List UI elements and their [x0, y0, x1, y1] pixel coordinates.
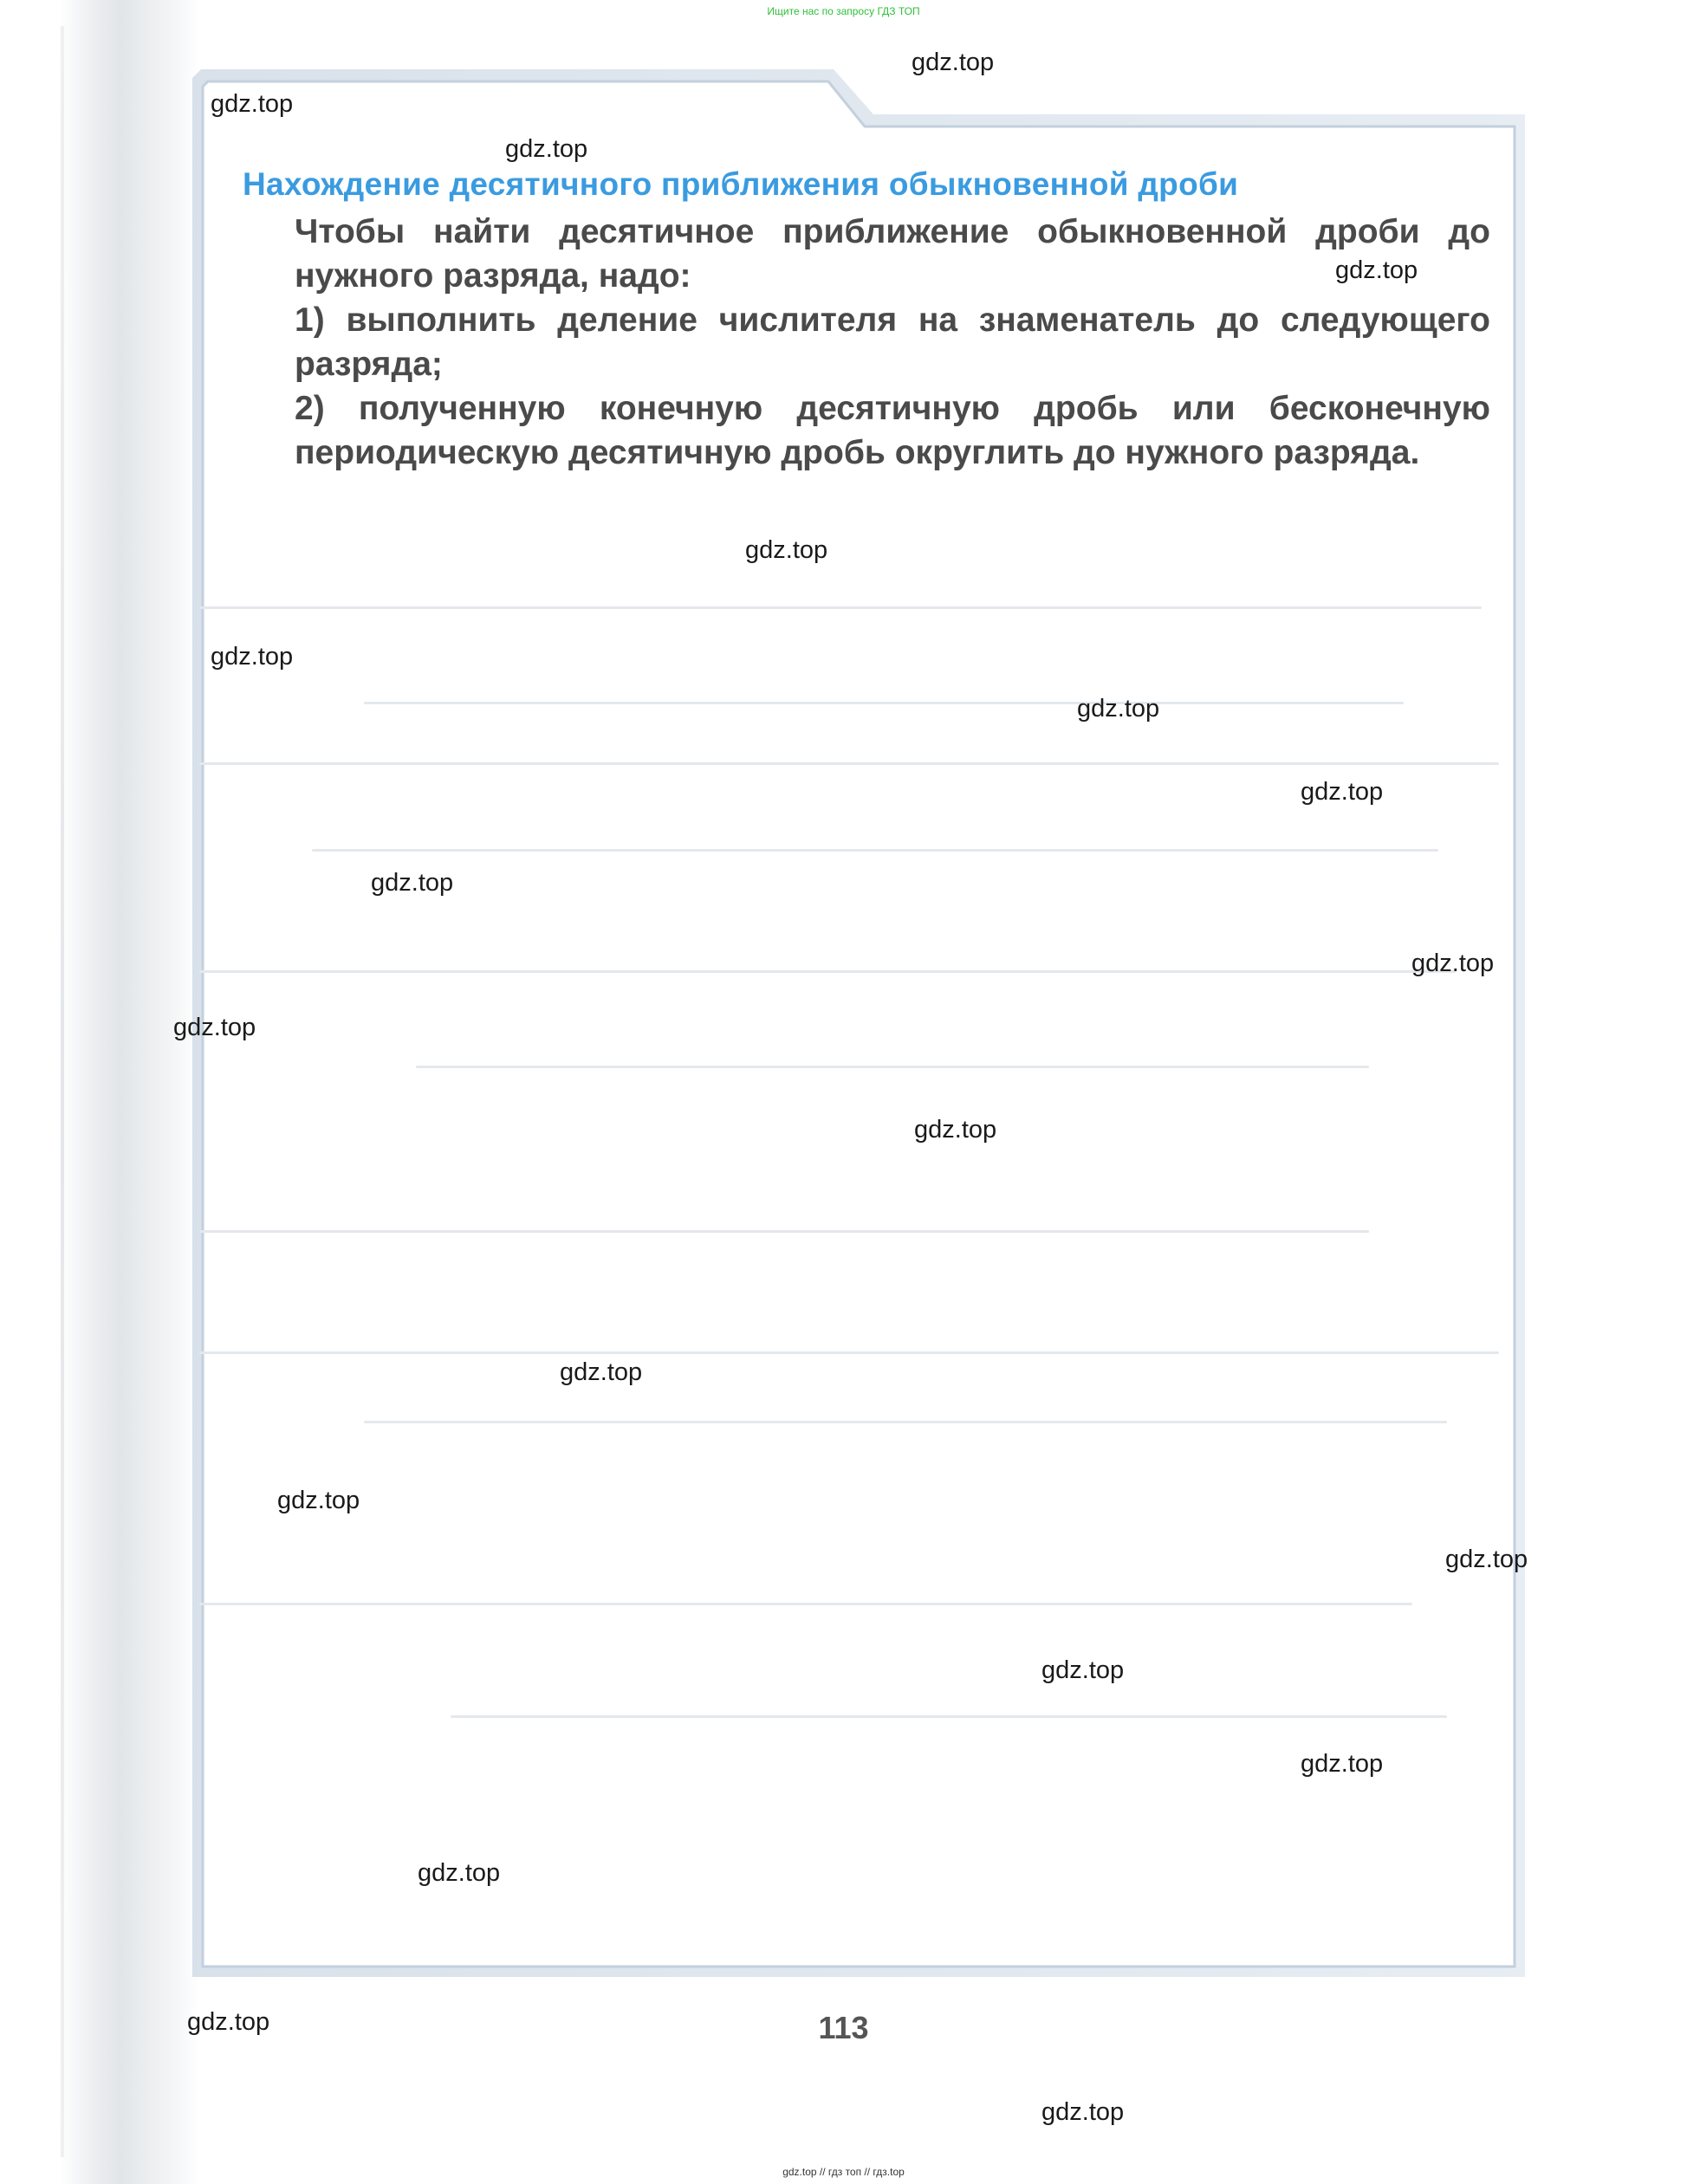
show-through-line — [364, 702, 1404, 704]
rule-body — [295, 210, 1490, 475]
watermark: gdz.top — [1077, 695, 1160, 723]
watermark: gdz.top — [277, 1487, 360, 1514]
page-number: 113 — [818, 2010, 869, 2045]
header-note: Ищите нас по запросу ГДЗ ТОП — [767, 5, 920, 17]
footer-note: gdz.top // гдз топ // гдз.top — [782, 2166, 905, 2178]
watermark: gdz.top — [1041, 2098, 1125, 2126]
watermark: gdz.top — [1411, 949, 1495, 977]
show-through-line — [416, 1066, 1369, 1068]
show-through-line — [451, 1715, 1447, 1718]
watermark: gdz.top — [371, 869, 454, 897]
watermark: gdz.top — [1301, 1750, 1384, 1778]
show-through-line — [199, 606, 1482, 609]
watermark: gdz.top — [418, 1859, 501, 1887]
rule-intro: Чтобы найти десятичное приближение обыкновенной дроби до нужного разряда, надо: — [295, 213, 1490, 295]
watermark: gdz.top — [745, 536, 828, 564]
rule-title: Нахождение десятичного приближения обыкновенной дроби — [243, 166, 1239, 202]
watermark: gdz.top — [173, 1014, 256, 1041]
spine-edge — [61, 26, 64, 2157]
rule-step-2: 2) полученную конечную десятичную дробь или бесконечную периодическую десятичную дробь округлить до нужного разряда. — [295, 390, 1490, 471]
show-through-line — [312, 849, 1438, 852]
watermark: gdz.top — [211, 90, 294, 118]
watermark: gdz.top — [505, 135, 588, 163]
watermark: gdz.top — [1301, 778, 1384, 806]
watermark: gdz.top — [1335, 256, 1418, 284]
show-through-line — [199, 1230, 1369, 1233]
watermark: gdz.top — [1041, 1656, 1125, 1684]
watermark: gdz.top — [560, 1358, 643, 1386]
show-through-line — [199, 762, 1499, 765]
show-through-line — [199, 1351, 1499, 1354]
show-through-line — [199, 970, 1456, 973]
watermark: gdz.top — [914, 1116, 997, 1144]
show-through-line — [199, 1603, 1412, 1605]
watermark: gdz.top — [211, 643, 294, 671]
book-spine-shadow — [0, 0, 199, 2184]
watermark: gdz.top — [912, 49, 995, 76]
watermark: gdz.top — [1445, 1546, 1528, 1573]
rule-step-1: 1) выполнить деление числителя на знаменатель до следующего разряда; — [295, 301, 1490, 383]
show-through-line — [364, 1421, 1447, 1423]
watermark: gdz.top — [187, 2008, 270, 2036]
